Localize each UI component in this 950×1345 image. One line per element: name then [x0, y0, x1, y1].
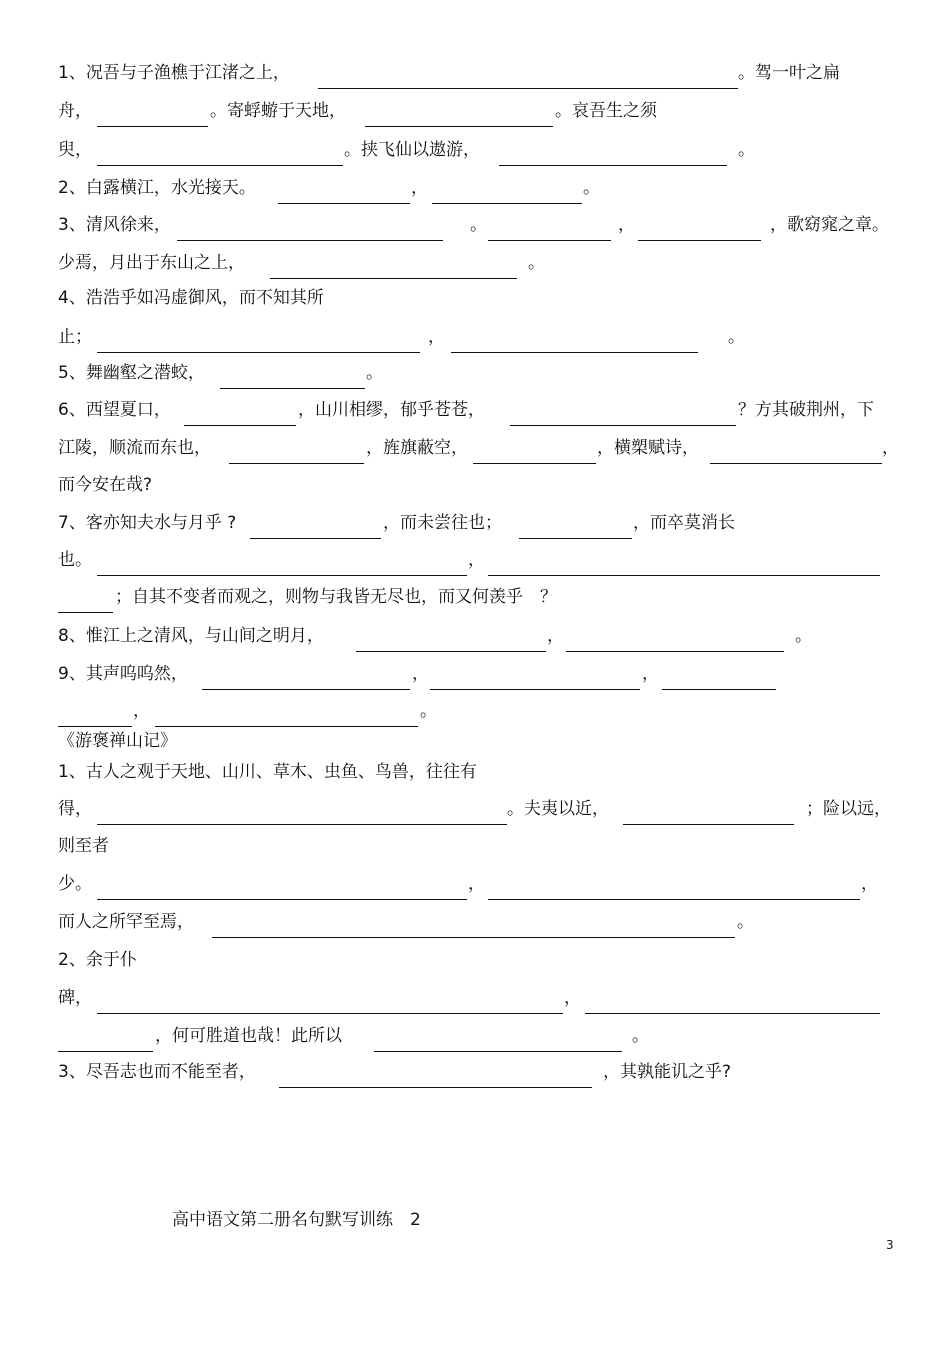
sentence-text: 1、古人之观于天地、山川、草木、虫鱼、鸟兽，往往有	[58, 762, 477, 782]
sentence-text: ？方其破荆州，下	[738, 400, 874, 420]
sentence-text: 则至者	[58, 836, 109, 856]
answer-blank[interactable]	[499, 165, 727, 166]
sentence-text: 8、惟江上之清风，与山间之明月，	[58, 626, 324, 646]
sentence-text: 。	[366, 363, 383, 383]
answer-blank[interactable]	[710, 463, 882, 464]
sentence-text: 。	[795, 626, 812, 646]
sentence-text: 。挟飞仙以遨游，	[344, 140, 480, 160]
answer-blank[interactable]	[250, 538, 381, 539]
answer-blank[interactable]	[97, 1013, 563, 1014]
sentence-text: 。	[738, 140, 755, 160]
sentence-text: 。	[632, 1026, 649, 1046]
answer-blank[interactable]	[566, 651, 784, 652]
sentence-text: 臾，	[58, 140, 92, 160]
answer-blank[interactable]	[220, 388, 365, 389]
sentence-text: ，	[412, 664, 429, 684]
answer-blank[interactable]	[488, 240, 611, 241]
answer-blank[interactable]	[184, 425, 296, 426]
sentence-text: ，	[428, 327, 445, 347]
sentence-text: ，山川相缪，郁乎苍苍，	[298, 400, 485, 420]
footer-title: 高中语文第二册名句默写训练 2	[172, 1210, 421, 1230]
answer-blank[interactable]	[623, 824, 794, 825]
answer-blank[interactable]	[488, 899, 860, 900]
answer-blank[interactable]	[58, 1051, 153, 1052]
answer-blank[interactable]	[278, 203, 410, 204]
answer-blank[interactable]	[97, 126, 208, 127]
answer-blank[interactable]	[662, 689, 776, 690]
sentence-text: 2、余于仆	[58, 950, 137, 970]
sentence-text: 止；	[58, 327, 92, 347]
answer-blank[interactable]	[97, 899, 467, 900]
answer-blank[interactable]	[488, 575, 880, 576]
answer-blank[interactable]	[212, 937, 735, 938]
sentence-text: ，歌窈窕之章。	[770, 215, 889, 235]
sentence-text: 7、客亦知夫水与月乎 ?	[58, 513, 237, 533]
sentence-text: 。	[528, 253, 545, 273]
answer-blank[interactable]	[638, 240, 761, 241]
answer-blank[interactable]	[58, 726, 132, 727]
answer-blank[interactable]	[177, 240, 443, 241]
sentence-text: 《游褒禅山记》	[58, 731, 177, 751]
sentence-text: ，	[882, 438, 899, 458]
sentence-text: 2、白露横江，水光接天。	[58, 178, 256, 198]
answer-blank[interactable]	[97, 165, 343, 166]
answer-blank[interactable]	[318, 88, 738, 89]
sentence-text: ，	[468, 550, 485, 570]
sentence-text: 5、舞幽壑之潜蛟，	[58, 363, 205, 383]
sentence-text: 得，	[58, 799, 92, 819]
sentence-text: 。	[583, 178, 600, 198]
answer-blank[interactable]	[432, 203, 582, 204]
sentence-text: 江陵，顺流而东也，	[58, 438, 211, 458]
sentence-text: ，	[642, 664, 659, 684]
answer-blank[interactable]	[270, 278, 517, 279]
sentence-text: 1、况吾与子渔樵于江渚之上，	[58, 63, 290, 83]
sentence-text: 而人之所罕至焉，	[58, 912, 194, 932]
answer-blank[interactable]	[510, 425, 736, 426]
answer-blank[interactable]	[58, 612, 113, 613]
sentence-text: ，	[468, 874, 485, 894]
sentence-text: 而今安在哉?	[58, 475, 153, 495]
sentence-text: 。哀吾生之须	[555, 101, 657, 121]
sentence-text: ，其孰能讥之乎?	[603, 1062, 732, 1082]
answer-blank[interactable]	[229, 463, 364, 464]
sentence-text: ，	[861, 874, 878, 894]
sentence-text: 碑，	[58, 988, 92, 1008]
sentence-text: 3、尽吾志也而不能至者，	[58, 1062, 256, 1082]
sentence-text: ，横槊赋诗，	[597, 438, 699, 458]
sentence-text: 。	[728, 327, 745, 347]
sentence-text: ，而未尝往也；	[383, 513, 502, 533]
answer-blank[interactable]	[430, 689, 640, 690]
sentence-text: 。	[470, 215, 487, 235]
answer-blank[interactable]	[202, 689, 410, 690]
answer-blank[interactable]	[155, 726, 418, 727]
answer-blank[interactable]	[279, 1087, 592, 1088]
answer-blank[interactable]	[519, 538, 632, 539]
sentence-text: 4、浩浩乎如冯虚御风，而不知其所	[58, 288, 324, 308]
sentence-text: 少焉，月出于东山之上，	[58, 253, 245, 273]
answer-blank[interactable]	[473, 463, 596, 464]
sentence-text: ；险以远，	[806, 799, 891, 819]
sentence-text: ；自其不变者而观之，则物与我皆无尽也，而又何羡乎 ？	[115, 587, 557, 607]
sentence-text: 。寄蜉蝣于天地，	[210, 101, 346, 121]
answer-blank[interactable]	[365, 126, 553, 127]
sentence-text: ，	[618, 215, 635, 235]
page-number: 3	[886, 1238, 894, 1252]
sentence-text: ，	[411, 178, 428, 198]
sentence-text: 9、其声呜呜然，	[58, 664, 188, 684]
sentence-text: 少。	[58, 874, 92, 894]
sentence-text: 舟，	[58, 101, 92, 121]
sentence-text: 。夫夷以近，	[507, 799, 609, 819]
sentence-text: ，旌旗蔽空，	[366, 438, 468, 458]
answer-blank[interactable]	[374, 1051, 622, 1052]
sentence-text: ，	[564, 988, 581, 1008]
answer-blank[interactable]	[97, 824, 507, 825]
answer-blank[interactable]	[97, 575, 467, 576]
answer-blank[interactable]	[585, 1013, 880, 1014]
sentence-text: 。驾一叶之扁	[738, 63, 840, 83]
sentence-text: 。	[737, 912, 754, 932]
sentence-text: 3、清风徐来，	[58, 215, 171, 235]
sentence-text: ，而卒莫消长	[633, 513, 735, 533]
answer-blank[interactable]	[356, 651, 546, 652]
sentence-text: 。	[420, 701, 437, 721]
sentence-text: 6、西望夏口，	[58, 400, 171, 420]
answer-blank[interactable]	[97, 352, 420, 353]
sentence-text: ，	[133, 701, 150, 721]
sentence-text: ，	[547, 626, 564, 646]
sentence-text: ，何可胜道也哉！此所以	[155, 1026, 342, 1046]
sentence-text: 也。	[58, 550, 92, 570]
answer-blank[interactable]	[451, 352, 698, 353]
